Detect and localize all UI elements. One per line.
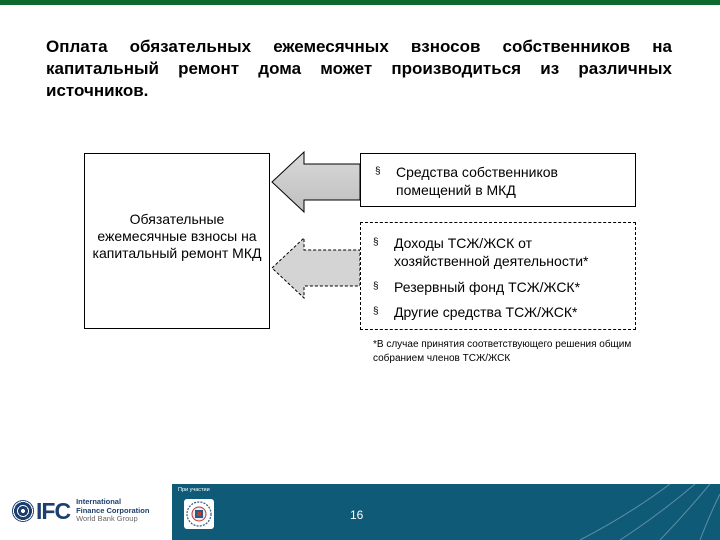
top-accent-bar — [0, 0, 720, 5]
slide-title: Оплата обязательных ежемесячных взносов собственников на капитальный ремонт дома может производиться из различных источников. — [46, 37, 672, 100]
page-number: 16 — [350, 508, 364, 522]
footnote: *В случае принятия соответствующего решения общим собранием членов ТСЖ/ЖСК — [373, 339, 632, 364]
list-item-text: Резервный фонд ТСЖ/ЖСК* — [394, 279, 581, 295]
bullet-icon: § — [375, 166, 381, 177]
bullet-icon: § — [373, 237, 379, 248]
footer — [0, 484, 720, 540]
list-item — [373, 234, 628, 270]
ifc-logo-letters: IFC — [36, 497, 71, 524]
dashed-arrow-icon — [270, 236, 362, 300]
partner-emblem-icon — [184, 499, 214, 529]
list-item — [373, 303, 628, 321]
owners-funds-box — [360, 153, 636, 207]
ifc-logo-subtitle: International Finance Corporation World Bank Group — [76, 497, 150, 523]
mandatory-contributions-box — [84, 153, 270, 329]
list-item-text: Другие средства ТСЖ/ЖСК* — [394, 304, 578, 320]
decorative-lines — [560, 484, 720, 540]
list-item-text: Доходы ТСЖ/ЖСК от хозяйственной деятельности* — [394, 235, 589, 269]
list-item — [373, 278, 628, 296]
hoa-funds-box — [360, 222, 636, 330]
mandatory-contributions-text: Обязательные ежемесячные взносы на капитальный ремонт МКД — [92, 210, 262, 261]
partner-label: При участии — [178, 487, 210, 493]
bullet-icon: § — [373, 306, 379, 317]
globe-icon — [12, 500, 34, 522]
ifc-logo — [12, 498, 149, 524]
list-item — [375, 163, 625, 199]
solid-arrow-icon — [270, 150, 362, 214]
list-item-text: Средства собственников помещений в МКД — [396, 164, 558, 198]
bullet-icon: § — [373, 281, 379, 292]
